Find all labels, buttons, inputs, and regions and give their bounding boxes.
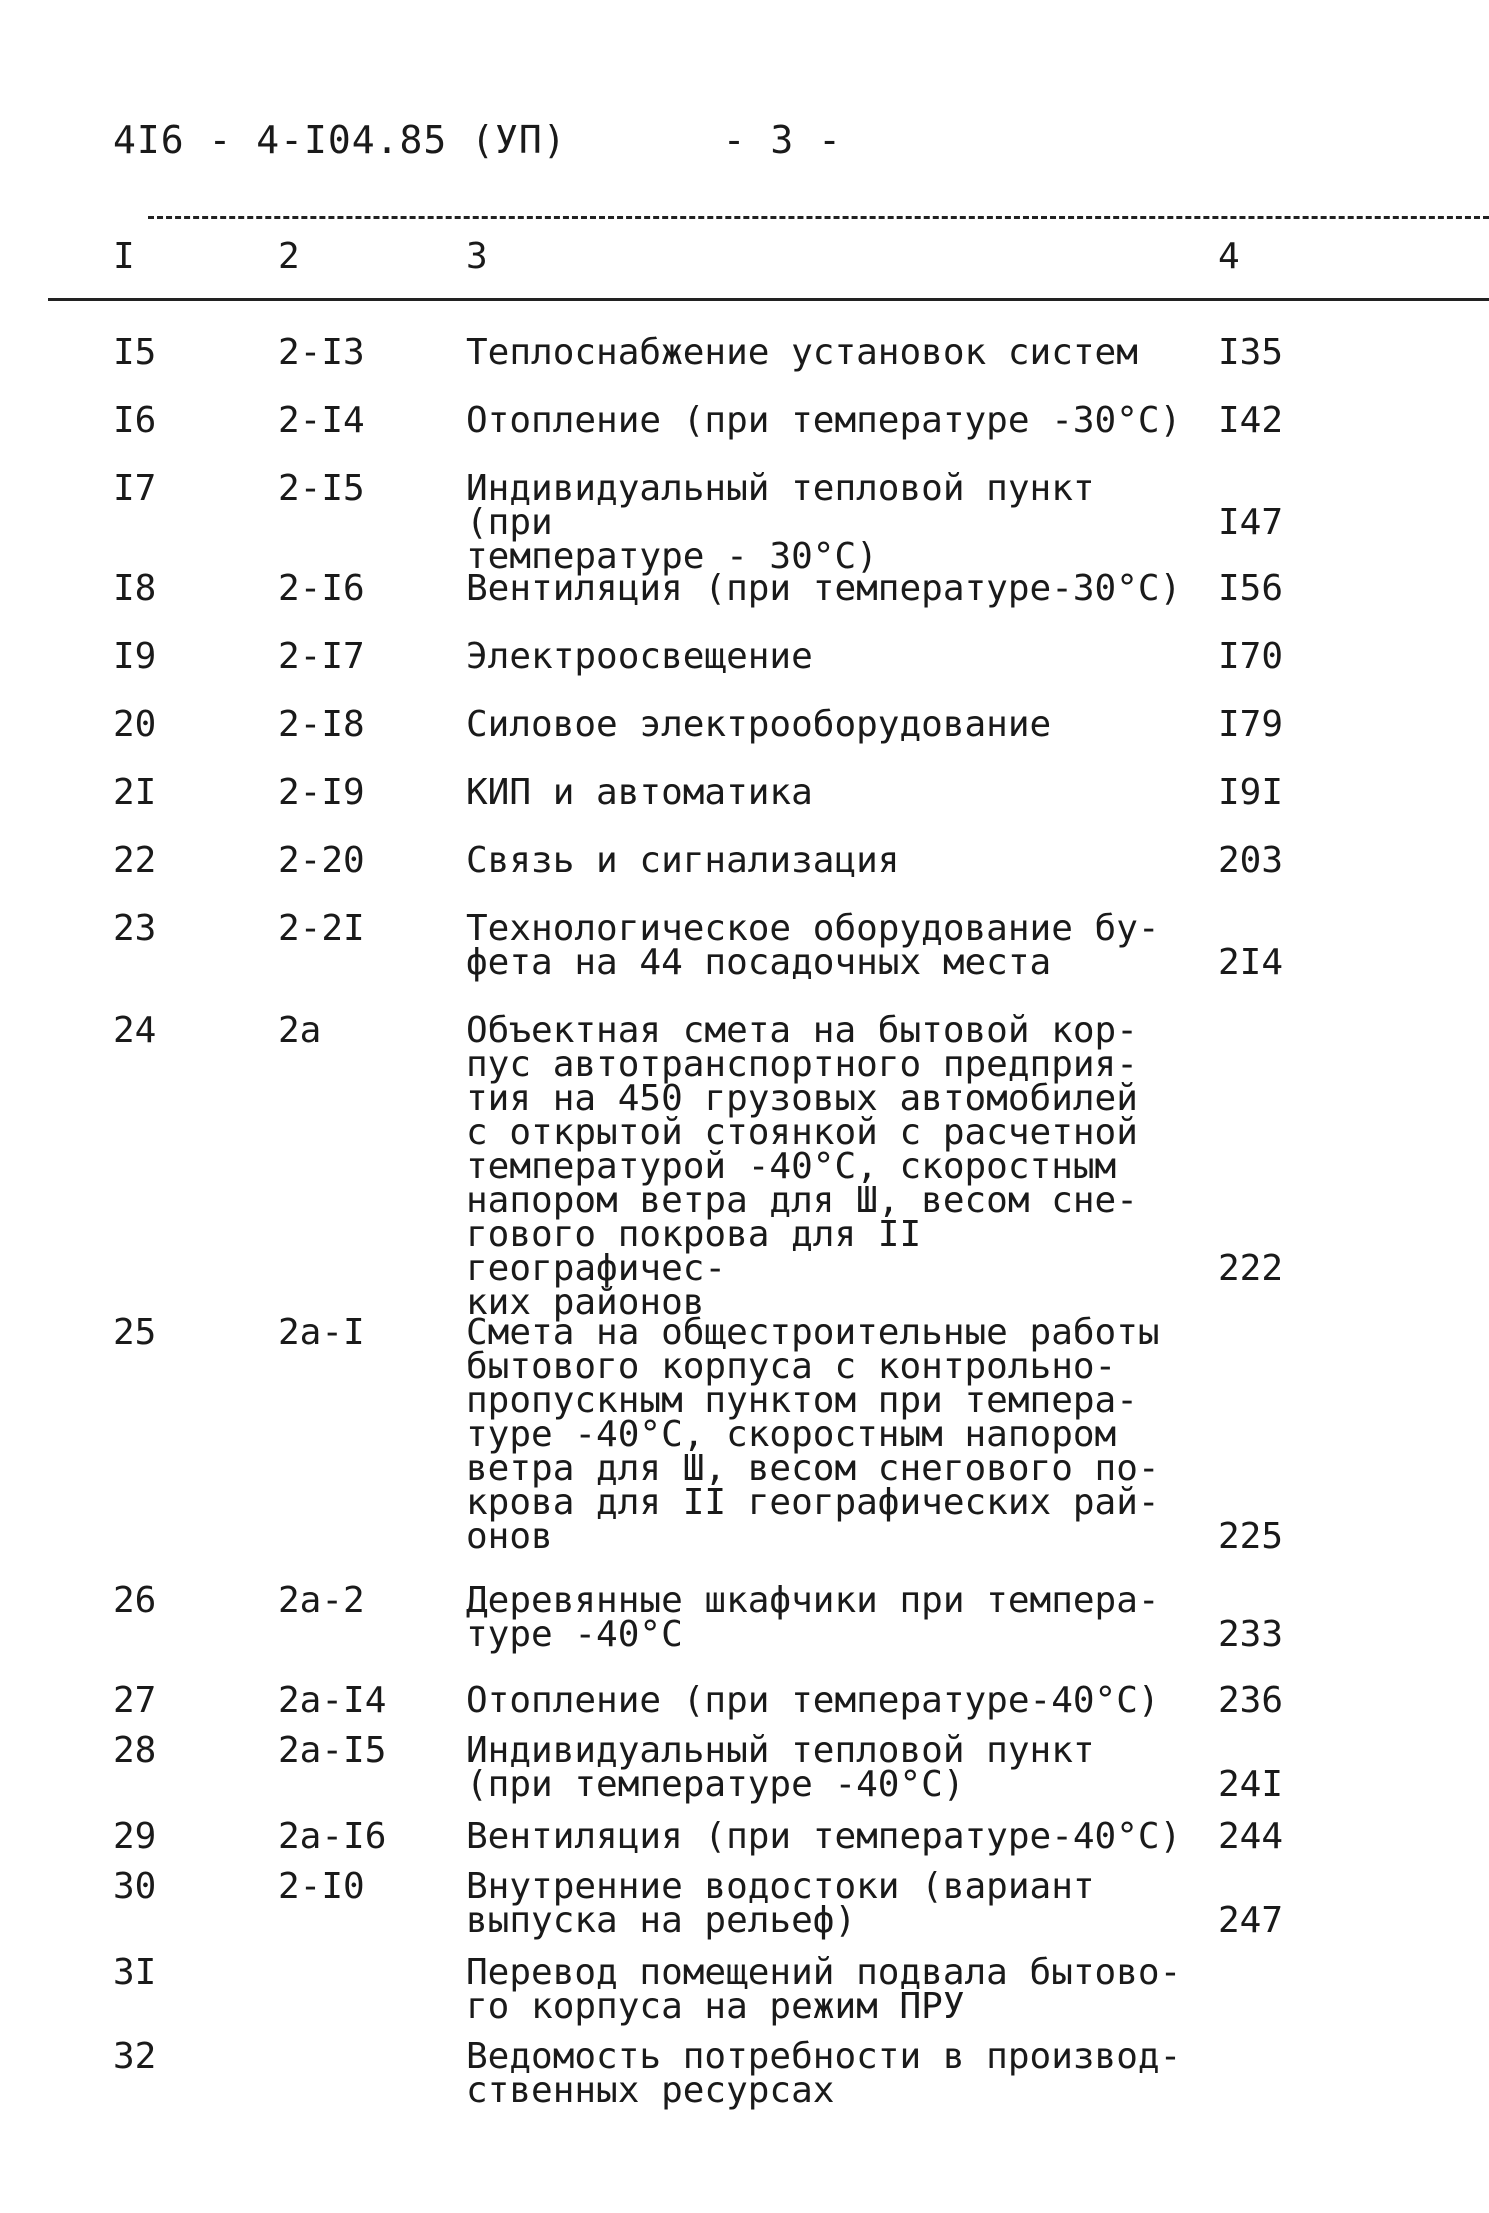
row-title: Объектная смета на бытовой кор- пус автотранспортного предприя- тия на 450 грузовых автомобилей с открытой стоянкой с расчетной температурой -40°С, скоростным напором ветра для Ш, весом сне- гового покрова для II географичес- ких районов <box>466 1010 1138 1323</box>
row-number: 32 <box>113 2036 157 2077</box>
row-title: Индивидуальный тепловой пункт (при температуре - 30°С) <box>466 468 1095 577</box>
row-number: 25 <box>113 1312 157 1353</box>
page-number: - 3 - <box>722 118 842 162</box>
row-title: Деревянные шкафчики при темпера- туре -40°С <box>466 1580 1160 1655</box>
row-title: Вентиляция (при температуре-30°С) <box>466 568 1182 609</box>
row-page: 244 <box>1218 1816 1284 1857</box>
row-title: КИП и автоматика <box>466 772 813 813</box>
row-number: 2I <box>113 772 157 813</box>
row-page: 24I <box>1218 1764 1284 1805</box>
row-title: Индивидуальный тепловой пункт (при температуре -40°С) <box>466 1730 1095 1805</box>
row-code: 2а-I <box>278 1312 365 1353</box>
row-number: 27 <box>113 1680 157 1721</box>
row-number: 29 <box>113 1816 157 1857</box>
row-title: Связь и сигнализация <box>466 840 900 881</box>
row-number: 30 <box>113 1866 157 1907</box>
row-title: Ведомость потребности в производ- ственных ресурсах <box>466 2036 1182 2111</box>
column-header-2: 2 <box>278 236 300 277</box>
row-title: Отопление (при температуре-40°С) <box>466 1680 1160 1721</box>
row-number: I6 <box>113 400 157 441</box>
table-header-rule <box>48 298 1489 301</box>
column-header-1: I <box>113 236 135 277</box>
row-page: I70 <box>1218 636 1284 677</box>
row-number: 28 <box>113 1730 157 1771</box>
row-code: 2а <box>278 1010 322 1051</box>
row-code: 2-I4 <box>278 400 365 441</box>
row-page: 2I4 <box>1218 942 1284 983</box>
row-page: 236 <box>1218 1680 1284 1721</box>
row-number: 23 <box>113 908 157 949</box>
row-page: I35 <box>1218 332 1284 373</box>
row-number: I5 <box>113 332 157 373</box>
row-page: I9I <box>1218 772 1284 813</box>
row-page: I47 <box>1218 502 1284 543</box>
row-code: 2-I7 <box>278 636 365 677</box>
row-title: Теплоснабжение установок систем <box>466 332 1138 373</box>
row-number: I7 <box>113 468 157 509</box>
row-code: 2а-I6 <box>278 1816 387 1857</box>
page-header <box>113 118 842 162</box>
row-page: I42 <box>1218 400 1284 441</box>
row-code: 2-I6 <box>278 568 365 609</box>
row-title: Технологическое оборудование бу- фета на 44 посадочных места <box>466 908 1160 983</box>
row-title: Силовое электрооборудование <box>466 704 1052 745</box>
document-code: 4I6 - 4-I04.85 (УП) <box>113 118 567 162</box>
row-number: 3I <box>113 1952 157 1993</box>
row-code: 2-I9 <box>278 772 365 813</box>
row-page: 247 <box>1218 1900 1284 1941</box>
row-number: 22 <box>113 840 157 881</box>
row-code: 2-I3 <box>278 332 365 373</box>
row-code: 2а-I4 <box>278 1680 387 1721</box>
row-number: 24 <box>113 1010 157 1051</box>
row-code: 2-2I <box>278 908 365 949</box>
row-number: I8 <box>113 568 157 609</box>
row-number: 26 <box>113 1580 157 1621</box>
row-title: Смета на общестроительные работы бытового корпуса с контрольно- пропускным пунктом при темпера- туре -40°С, скоростным напором ветра для Ш, весом снегового по- крова для II географических рай- онов <box>466 1312 1160 1557</box>
row-code: 2а-I5 <box>278 1730 387 1771</box>
row-page: 225 <box>1218 1516 1284 1557</box>
row-code: 2-I5 <box>278 468 365 509</box>
row-title: Вентиляция (при температуре-40°С) <box>466 1816 1182 1857</box>
row-page: I79 <box>1218 704 1284 745</box>
row-code: 2а-2 <box>278 1580 365 1621</box>
table-top-rule <box>148 216 1489 219</box>
row-page: 203 <box>1218 840 1284 881</box>
row-code: 2-20 <box>278 840 365 881</box>
row-code: 2-I8 <box>278 704 365 745</box>
row-page: 222 <box>1218 1248 1284 1289</box>
row-number: I9 <box>113 636 157 677</box>
row-number: 20 <box>113 704 157 745</box>
row-title: Внутренние водостоки (вариант выпуска на рельеф) <box>466 1866 1095 1941</box>
row-code: 2-I0 <box>278 1866 365 1907</box>
row-title: Перевод помещений подвала бытово- го корпуса на режим ПРУ <box>466 1952 1182 2027</box>
row-title: Отопление (при температуре -30°С) <box>466 400 1182 441</box>
row-page: 233 <box>1218 1614 1284 1655</box>
column-header-3: 3 <box>466 236 488 277</box>
row-page: I56 <box>1218 568 1284 609</box>
row-title: Электроосвещение <box>466 636 813 677</box>
column-header-4: 4 <box>1218 236 1240 277</box>
